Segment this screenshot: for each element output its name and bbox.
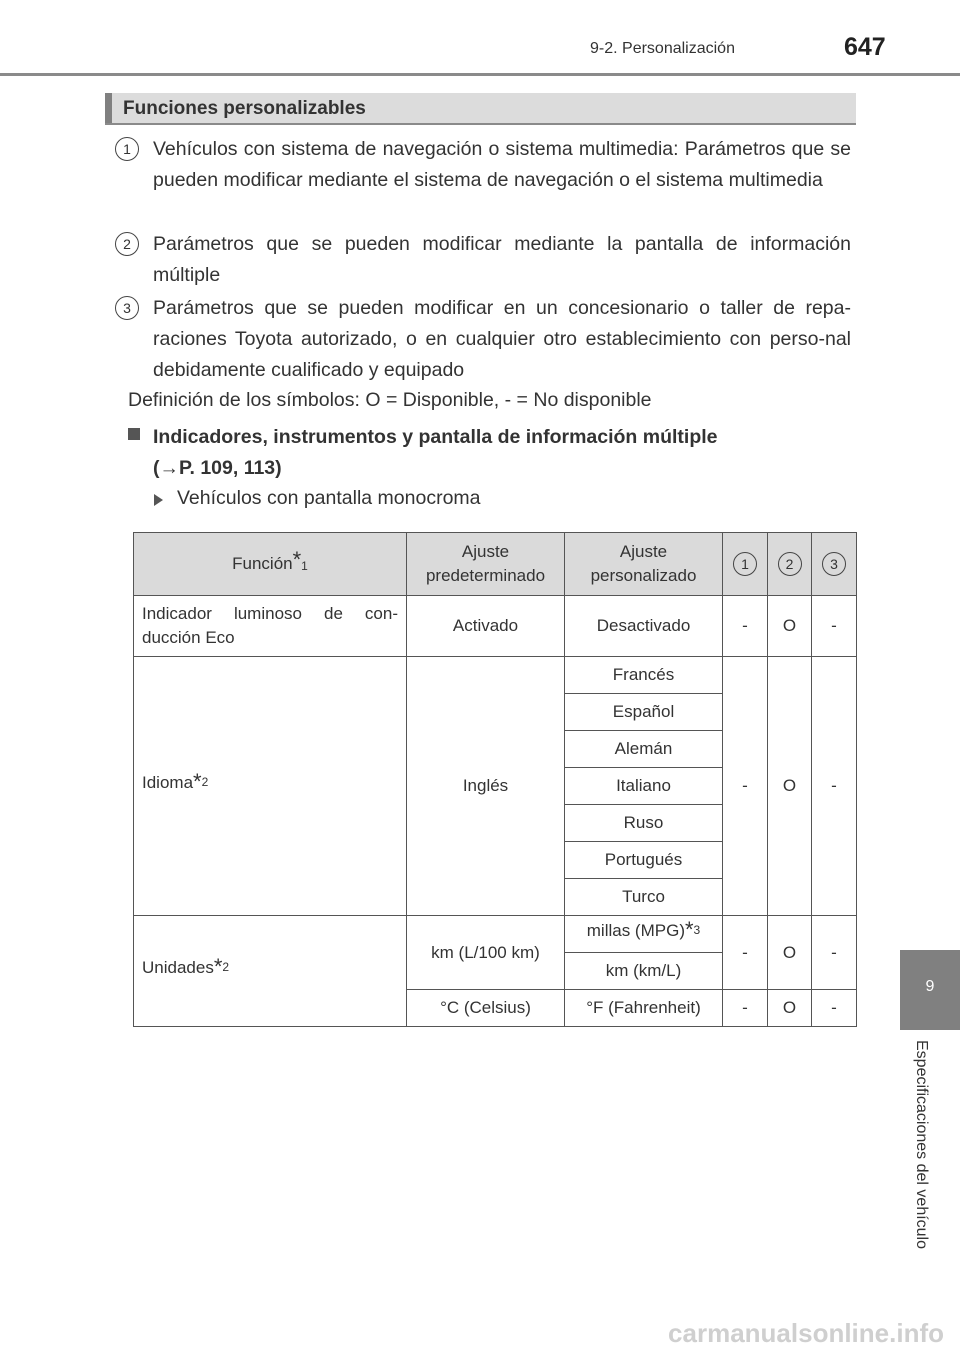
item-text-2: Parámetros que se pueden modificar mediante la pantalla de información múltiple bbox=[153, 233, 851, 286]
header-circle-1: 1 bbox=[733, 552, 757, 576]
cell-c1-idioma: - bbox=[723, 657, 768, 916]
cell-pred-idioma: Inglés bbox=[407, 657, 565, 916]
item-text-3: Parámetros que se pueden modificar en un concesionario o taller de repa-raciones Toyota autorizado, o en cualquier otro establecimiento con perso-nal debidamente cualificado y equipado bbox=[153, 297, 851, 381]
cell-pred-temperatura: °C (Celsius) bbox=[407, 990, 565, 1027]
cell-funcion-eco: Indicador luminoso de con-ducción Eco bbox=[134, 596, 407, 657]
cell-idioma-option: Ruso bbox=[565, 805, 723, 842]
cell-c2-eco: O bbox=[768, 596, 812, 657]
table-header-row bbox=[134, 533, 857, 596]
watermark: carmanualsonline.info bbox=[668, 1318, 944, 1348]
table-row bbox=[134, 657, 857, 694]
cell-pers-distancia-1: millas (MPG)*$^3$ bbox=[565, 916, 723, 953]
header-funcion: Función*$^1$ bbox=[134, 533, 407, 596]
chapter-label bbox=[913, 1040, 942, 1290]
section-accent bbox=[105, 93, 112, 123]
header-col-2 bbox=[768, 533, 812, 596]
section-title-bar bbox=[105, 93, 856, 125]
header-col-1 bbox=[723, 533, 768, 596]
customization-table bbox=[133, 532, 857, 1027]
cell-c3-distancia: - bbox=[812, 916, 857, 990]
cell-c1-distancia: - bbox=[723, 916, 768, 990]
cell-pers-temperatura: °F (Fahrenheit) bbox=[565, 990, 723, 1027]
cell-c2-idioma: O bbox=[768, 657, 812, 916]
cell-idioma-option: Italiano bbox=[565, 768, 723, 805]
cell-idioma-option: Español bbox=[565, 694, 723, 731]
cell-idioma-option: Portugués bbox=[565, 842, 723, 879]
square-bullet-icon bbox=[128, 428, 140, 440]
cell-c2-distancia: O bbox=[768, 916, 812, 990]
cell-pred-eco: Activado bbox=[407, 596, 565, 657]
cell-pers-distancia-2: km (km/L) bbox=[565, 953, 723, 990]
subsection-heading bbox=[153, 422, 718, 484]
header-circle-3: 3 bbox=[822, 552, 846, 576]
chapter-label-text: Especificaciones del vehículo bbox=[913, 1040, 930, 1250]
cell-c1-temperatura: - bbox=[723, 990, 768, 1027]
item-number-2: 2 bbox=[115, 232, 139, 256]
header-ajuste-predeterminado: Ajuste predeterminado bbox=[407, 533, 565, 596]
header-rule bbox=[0, 73, 960, 76]
item-text-1: Vehículos con sistema de navegación o sistema multimedia: Parámetros que se pueden modificar mediante el sistema de navegación o el sistema multimedia bbox=[153, 138, 851, 191]
header-section-title: 9-2. Personalización bbox=[590, 40, 735, 57]
header-ajuste-personalizado: Ajuste personalizado bbox=[565, 533, 723, 596]
chapter-number: 9 bbox=[925, 978, 935, 995]
cell-idioma-option: Alemán bbox=[565, 731, 723, 768]
subsection-heading-line1: Indicadores, instrumentos y pantalla de información múltiple bbox=[153, 426, 718, 448]
header-col-3 bbox=[812, 533, 857, 596]
cell-c3-idioma: - bbox=[812, 657, 857, 916]
vehicle-type-label: Vehículos con pantalla monocroma bbox=[177, 487, 481, 509]
item-number-3: 3 bbox=[115, 296, 139, 320]
cell-idioma-option: Francés bbox=[565, 657, 723, 694]
page-number: 647 bbox=[844, 33, 886, 61]
cell-pers-eco: Desactivado bbox=[565, 596, 723, 657]
section-title: Funciones personalizables bbox=[123, 98, 366, 119]
symbol-definitions: Definición de los símbolos: O = Disponible, - = No disponible bbox=[128, 389, 652, 411]
triangle-bullet-icon bbox=[154, 494, 163, 506]
cell-c3-temperatura: - bbox=[812, 990, 857, 1027]
table-row bbox=[134, 916, 857, 953]
cell-c3-eco: - bbox=[812, 596, 857, 657]
table-row bbox=[134, 596, 857, 657]
cell-funcion-idioma: Idioma*$^2$ bbox=[134, 657, 407, 916]
cell-c1-eco: - bbox=[723, 596, 768, 657]
cell-funcion-unidades: Unidades*$^2$ bbox=[134, 916, 407, 1027]
header-circle-2: 2 bbox=[778, 552, 802, 576]
item-number-1: 1 bbox=[115, 137, 139, 161]
cell-pred-distancia: km (L/100 km) bbox=[407, 916, 565, 990]
cell-idioma-option: Turco bbox=[565, 879, 723, 916]
chapter-tab bbox=[900, 950, 960, 1030]
cell-c2-temperatura: O bbox=[768, 990, 812, 1027]
subsection-page-ref: (→P. 109, 113) bbox=[153, 457, 282, 479]
